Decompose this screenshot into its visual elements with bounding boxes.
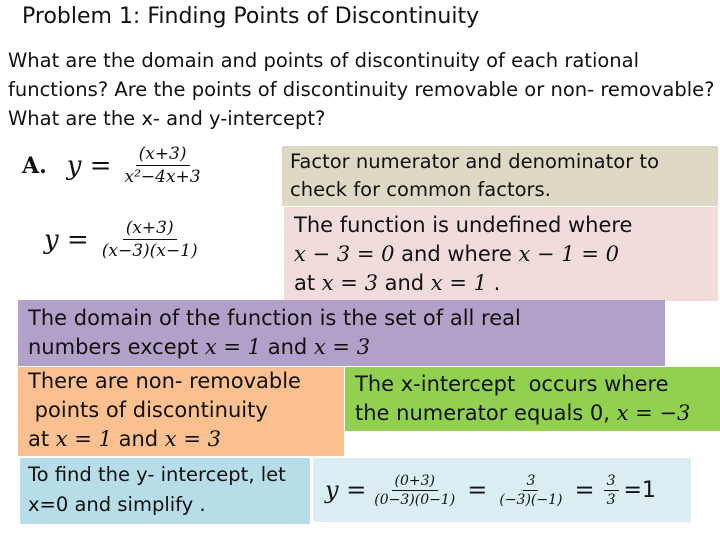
numerator-text: the numerator equals 0, bbox=[355, 401, 617, 425]
fraction-denominator: (0−3)(0−1) bbox=[374, 491, 456, 508]
part-label: A. bbox=[22, 152, 47, 179]
nonremovable-line-1: There are non- removable bbox=[28, 369, 301, 393]
and-text: and bbox=[111, 427, 165, 451]
factor-note: Factor numerator and denominator to check for common factors. bbox=[282, 146, 718, 206]
fraction-numerator: (x+3) bbox=[123, 218, 177, 240]
x-intercept-line-1: The x-intercept occurs where bbox=[355, 372, 669, 396]
fraction-denominator: 3 bbox=[606, 491, 616, 508]
x-equals-1: x = 1 bbox=[430, 271, 487, 295]
y-intercept-hint: To find the y- intercept, let x=0 and simplify . bbox=[20, 458, 310, 524]
x-equals-3: x = 3 bbox=[313, 335, 371, 359]
undefined-line-1: The function is undefined where bbox=[294, 213, 633, 237]
y-intercept-calculation bbox=[313, 458, 691, 522]
equation-lhs: y = bbox=[44, 224, 89, 255]
equals-sign: = bbox=[467, 476, 488, 504]
fraction-denominator: x²−4x+3 bbox=[124, 167, 201, 187]
fraction-denominator: (x−3)(x−1) bbox=[101, 241, 198, 261]
undefined-line-2 bbox=[294, 240, 708, 269]
x-equals-1: x = 1 bbox=[204, 335, 262, 359]
x-equals-1: x = 1 bbox=[55, 427, 112, 451]
fraction-numerator: 3 bbox=[604, 473, 619, 491]
fraction-numerator: (0+3) bbox=[392, 473, 438, 491]
end-text: . bbox=[486, 271, 501, 295]
x-intercept-value: x = −3 bbox=[616, 401, 691, 425]
domain-line-1: The domain of the function is the set of all real bbox=[28, 306, 521, 330]
nonremovable-line-2: points of discontinuity bbox=[28, 398, 268, 422]
equation-factored bbox=[44, 218, 201, 261]
fraction-numerator: 3 bbox=[523, 473, 538, 491]
equation-lhs: y = bbox=[66, 150, 112, 181]
problem-intro: What are the domain and points of discontinuity of each rational functions? Are the points of discontinuity removable or non- removable? What are the x- and y-intercept? bbox=[8, 49, 715, 130]
and-where-text: and where bbox=[394, 242, 519, 266]
domain-except-text: numbers except bbox=[28, 335, 205, 359]
calc-result: =1 bbox=[623, 477, 656, 503]
and-text: and bbox=[261, 335, 314, 359]
x-equals-3: x = 3 bbox=[321, 271, 378, 295]
fraction-denominator: (−3)(−1) bbox=[499, 491, 563, 508]
condition-2: x − 1 = 0 bbox=[518, 242, 619, 266]
condition-1: x − 3 = 0 bbox=[294, 242, 395, 266]
equation-factored-fraction bbox=[99, 218, 201, 261]
undefined-line-3 bbox=[294, 269, 708, 298]
x-intercept-note bbox=[345, 367, 720, 431]
calc-lhs: y = bbox=[325, 476, 367, 504]
domain-note bbox=[18, 300, 665, 366]
fraction-numerator: (x+3) bbox=[136, 144, 190, 166]
calc-fraction-3 bbox=[604, 473, 619, 508]
nonremovable-line-3 bbox=[28, 425, 334, 454]
equation-a bbox=[22, 144, 204, 187]
equals-sign: = bbox=[574, 476, 595, 504]
calc-fraction-1 bbox=[371, 473, 458, 508]
problem-title: Problem 1: Finding Points of Discontinuity bbox=[22, 4, 480, 29]
calc-fraction-2 bbox=[496, 473, 565, 508]
nonremovable-note bbox=[18, 367, 344, 456]
at-text: at bbox=[294, 271, 322, 295]
x-intercept-line-2 bbox=[355, 399, 710, 428]
at-text: at bbox=[28, 427, 56, 451]
domain-line-2 bbox=[28, 333, 655, 362]
x-equals-3: x = 3 bbox=[164, 427, 221, 451]
undefined-note bbox=[284, 207, 718, 301]
equation-a-fraction bbox=[121, 144, 203, 187]
and-text: and bbox=[377, 271, 431, 295]
